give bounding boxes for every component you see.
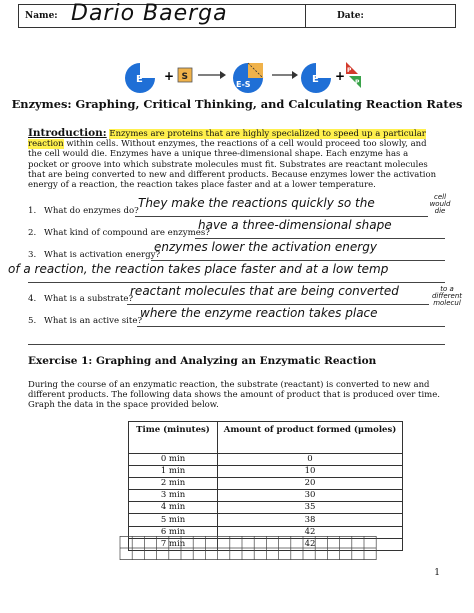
plus-sign-2: + bbox=[335, 69, 346, 83]
arrow-icon bbox=[198, 71, 226, 79]
page-number: 1 bbox=[434, 568, 440, 578]
answer-1: They make the reactions quickly so the bbox=[138, 196, 375, 210]
graph-paper-grid bbox=[119, 536, 379, 560]
table-row: 2 min 20 bbox=[129, 478, 403, 490]
header-box bbox=[18, 1, 456, 28]
introduction-highlight: Enzymes are proteins that are highly specialized to speed up a particular reaction bbox=[28, 129, 426, 150]
table-row: 1 min 10 bbox=[129, 466, 403, 478]
svg-text:P: P bbox=[347, 67, 352, 74]
question-1: 1. What do enzymes do? bbox=[28, 206, 139, 216]
question-4: 4. What is a substrate? bbox=[28, 294, 134, 304]
svg-text:E-S: E-S bbox=[236, 80, 251, 89]
answer-line-1 bbox=[135, 216, 428, 217]
answer-3: enzymes lower the activation energy bbox=[154, 240, 377, 254]
table-header-amount: Amount of product formed (μmoles) bbox=[218, 422, 403, 454]
introduction-text: within cells. Without enzymes, the reactions of a cell would proceed too slowly, and the cell would die. Enzymes have a unique three-dimensional shape. Each enzyme has a pocket or groove into which substrate molecules must fit. Substrates are reactant molecules that are being converted to new and different products. Because enzymes lower the activation energy of a reaction, the reaction takes place faster and at a lower temperature. bbox=[28, 139, 437, 191]
table-row: 3 min 30 bbox=[129, 490, 403, 502]
data-table bbox=[128, 421, 403, 551]
answer-3-continuation: of a reaction, the reaction takes place faster and at a low temp bbox=[8, 262, 389, 276]
date-label: Date: bbox=[337, 11, 364, 21]
answer-4: reactant molecules that are being converted bbox=[130, 284, 399, 298]
enzyme-substrate-complex-icon bbox=[233, 63, 263, 93]
answer-2: have a three-dimensional shape bbox=[198, 218, 392, 232]
name-value: Dario Baerga bbox=[71, 1, 228, 26]
table-row: 0 min 0 bbox=[129, 454, 403, 466]
header-divider bbox=[305, 5, 306, 27]
products-icon bbox=[346, 62, 361, 88]
margin-note-1: cell would die bbox=[429, 193, 451, 215]
question-5: 5. What is an active site? bbox=[28, 316, 143, 326]
answer-line-3b bbox=[28, 282, 445, 283]
substrate-icon bbox=[178, 68, 192, 82]
answer-line-5b bbox=[28, 344, 445, 345]
svg-text:S: S bbox=[181, 72, 188, 82]
introduction-label: Introduction: bbox=[28, 127, 107, 139]
exercise-1-title: Exercise 1: Graphing and Analyzing an Enzymatic Reaction bbox=[28, 355, 377, 367]
exercise-1-text: During the course of an enzymatic reaction, the substrate (reactant) is converted to new and different products. The following data shows the amount of product that is produced over time. Graph the data in the space provided below. bbox=[28, 380, 440, 411]
answer-5: where the enzyme reaction takes place bbox=[140, 306, 378, 320]
plus-sign-1: + bbox=[164, 69, 175, 83]
enzyme-icon bbox=[301, 63, 331, 93]
table-header-time: Time (minutes) bbox=[129, 422, 218, 454]
margin-note-2: to a different molecul bbox=[431, 285, 463, 307]
question-2: 2. What kind of compound are enzymes? bbox=[28, 228, 210, 238]
svg-text:E: E bbox=[312, 74, 319, 85]
svg-text:E: E bbox=[136, 74, 143, 85]
answer-line-2 bbox=[195, 238, 445, 239]
worksheet-title: Enzymes: Graphing, Critical Thinking, and Calculating Reaction Rates bbox=[11, 97, 463, 111]
arrow-icon bbox=[272, 71, 298, 79]
answer-line-5 bbox=[137, 326, 445, 327]
question-3: 3. What is activation energy? bbox=[28, 250, 161, 260]
enzyme-reaction-diagram bbox=[122, 60, 362, 96]
table-row: 4 min 35 bbox=[129, 502, 403, 514]
name-label: Name: bbox=[25, 11, 58, 21]
svg-text:P: P bbox=[355, 79, 360, 86]
introduction-paragraph bbox=[28, 128, 438, 190]
table-row: 7 min 42 bbox=[129, 538, 403, 550]
answer-line-4 bbox=[127, 304, 429, 305]
table-row: 6 min 42 bbox=[129, 526, 403, 538]
answer-line-3 bbox=[151, 260, 445, 261]
enzyme-icon bbox=[125, 63, 155, 93]
table-row: 5 min 38 bbox=[129, 514, 403, 526]
